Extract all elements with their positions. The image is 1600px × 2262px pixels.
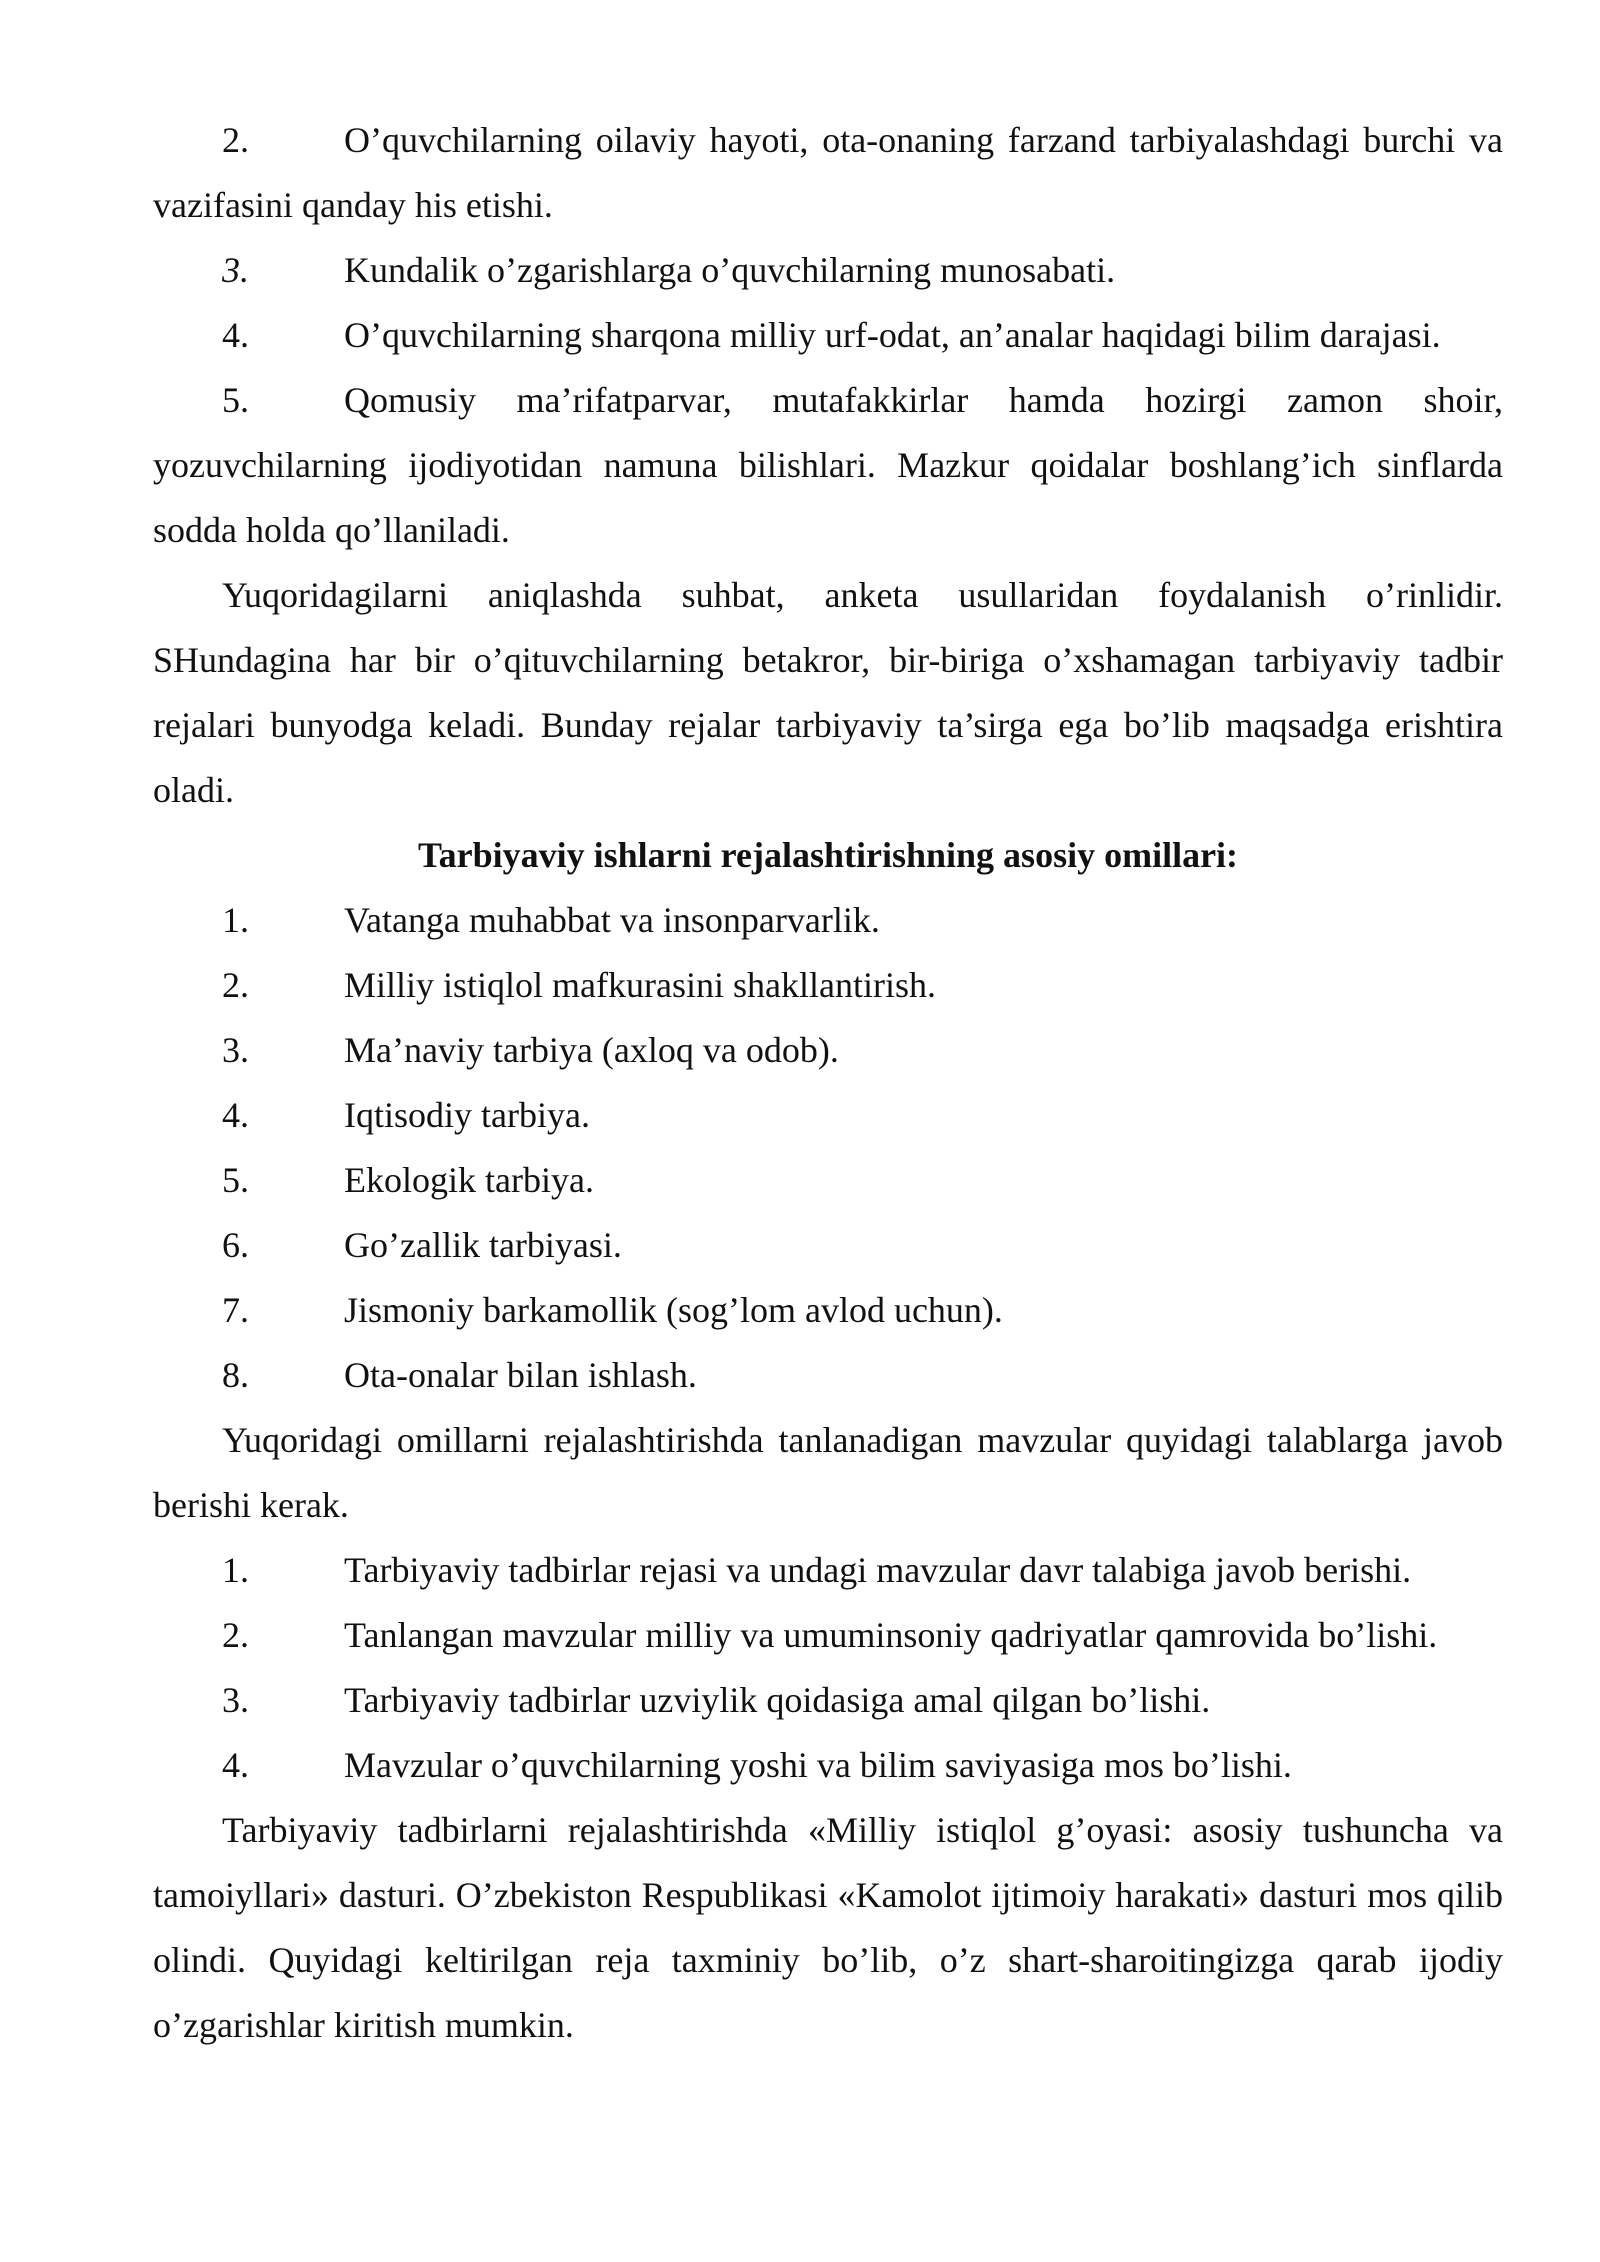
body-paragraph: Yuqoridagi omillarni rejalashtirishda tanlanadigan mavzular quyidagi talablarga javob berishi kerak. — [153, 1420, 1503, 1525]
body-paragraph: Yuqoridagilarni aniqlashda suhbat, anketa usullaridan foydalanish o’rinlidir. SHundagina har bir o’qituvchilarning betakror, bir-biriga o’xshamagan tarbiyaviy tadbir rejalari bunyodga keladi. Bunday rejalar tarbiyaviy ta’sirga ega bo’lib maqsadga erishtira oladi. — [153, 575, 1503, 810]
factors-list — [153, 888, 1503, 1408]
list-text: Tarbiyaviy tadbirlar rejasi va undagi mavzular davr talabiga javob berishi. — [344, 1550, 1412, 1590]
list-number: 4. — [222, 315, 249, 355]
list-number: 8. — [222, 1355, 249, 1395]
list-number: 6. — [222, 1225, 249, 1265]
list-text: Jismoniy barkamollik (sog’lom avlod uchun). — [344, 1290, 1003, 1330]
list-text: Ma’naviy tarbiya (axloq va odob). — [344, 1030, 839, 1070]
document-page — [153, 108, 1503, 2058]
list-item — [222, 1733, 1503, 1798]
list-number: 5. — [222, 1160, 249, 1200]
list-text: O’quvchilarning sharqona milliy urf-odat, an’analar haqidagi bilim darajasi. — [344, 315, 1441, 355]
list-text: Mavzular o’quvchilarning yoshi va bilim saviyasiga mos bo’lishi. — [344, 1745, 1292, 1785]
list-text: Ekologik tarbiya. — [344, 1160, 594, 1200]
list-item — [222, 1018, 1503, 1083]
requirements-list — [153, 1538, 1503, 1798]
list-number: 5. — [222, 380, 249, 420]
list-number: 3. — [222, 1680, 249, 1720]
list-number: 1. — [222, 1550, 249, 1590]
list-text: Tarbiyaviy tadbirlar uzviylik qoidasiga amal qilgan bo’lishi. — [344, 1680, 1211, 1720]
list-text: Vatanga muhabbat va insonparvarlik. — [344, 900, 880, 940]
list-item — [153, 108, 1503, 238]
list-item — [222, 303, 1503, 368]
list-number: 2. — [222, 965, 249, 1005]
list-number: 3. — [222, 250, 249, 290]
list-text: Ota-onalar bilan ishlash. — [344, 1355, 697, 1395]
section-heading: Tarbiyaviy ishlarni rejalashtirishning asosiy omillari: — [417, 835, 1239, 875]
list-item — [153, 368, 1503, 563]
list-text: Kundalik o’zgarishlarga o’quvchilarning munosabati. — [344, 250, 1116, 290]
list-text: Tanlangan mavzular milliy va umuminsoniy qadriyatlar qamrovida bo’lishi. — [344, 1615, 1438, 1655]
list-item — [222, 1538, 1503, 1603]
list-text: Milliy istiqlol mafkurasini shakllantirish. — [344, 965, 936, 1005]
list-number: 4. — [222, 1095, 249, 1135]
list-item — [222, 888, 1503, 953]
list-number: 2. — [222, 120, 249, 160]
list-text: Qomusiy ma’rifatparvar, mutafakkirlar hamda hozirgi zamon shoir, yozuvchilarning ijodiyotidan namuna bilishlari. Mazkur qoidalar boshlang’ich sinflarda sodda holda qo’llaniladi. — [153, 380, 1503, 550]
list-number: 2. — [222, 1615, 249, 1655]
list-item — [222, 953, 1503, 1018]
list-text: O’quvchilarning oilaviy hayoti, ota-onaning farzand tarbiyalashdagi burchi va vazifasini qanday his etishi. — [153, 120, 1503, 225]
list-item — [222, 1343, 1503, 1408]
list-number: 1. — [222, 900, 249, 940]
list-item — [222, 1668, 1503, 1733]
list-item — [222, 1148, 1503, 1213]
list-number: 7. — [222, 1290, 249, 1330]
list-text: Iqtisodiy tarbiya. — [344, 1095, 590, 1135]
list-item — [222, 1278, 1503, 1343]
list-text: Go’zallik tarbiyasi. — [344, 1225, 622, 1265]
list-item — [222, 1083, 1503, 1148]
list-item — [222, 1603, 1503, 1668]
body-paragraph: Tarbiyaviy tadbirlarni rejalashtirishda «Milliy istiqlol g’oyasi: asosiy tushuncha va tamoiyllari» dasturi. O’zbekiston Respublikasi «Kamolot ijtimoiy harakati» dasturi mos qilib olindi. Quyidagi keltirilgan reja taxminiy bo’lib, o’z shart-sharoitingizga qarab ijodiy o’zgarishlar kiritish mumkin. — [153, 1810, 1503, 2045]
list-item — [222, 238, 1503, 303]
list-number: 4. — [222, 1745, 249, 1785]
list-item — [222, 1213, 1503, 1278]
list-number: 3. — [222, 1030, 249, 1070]
